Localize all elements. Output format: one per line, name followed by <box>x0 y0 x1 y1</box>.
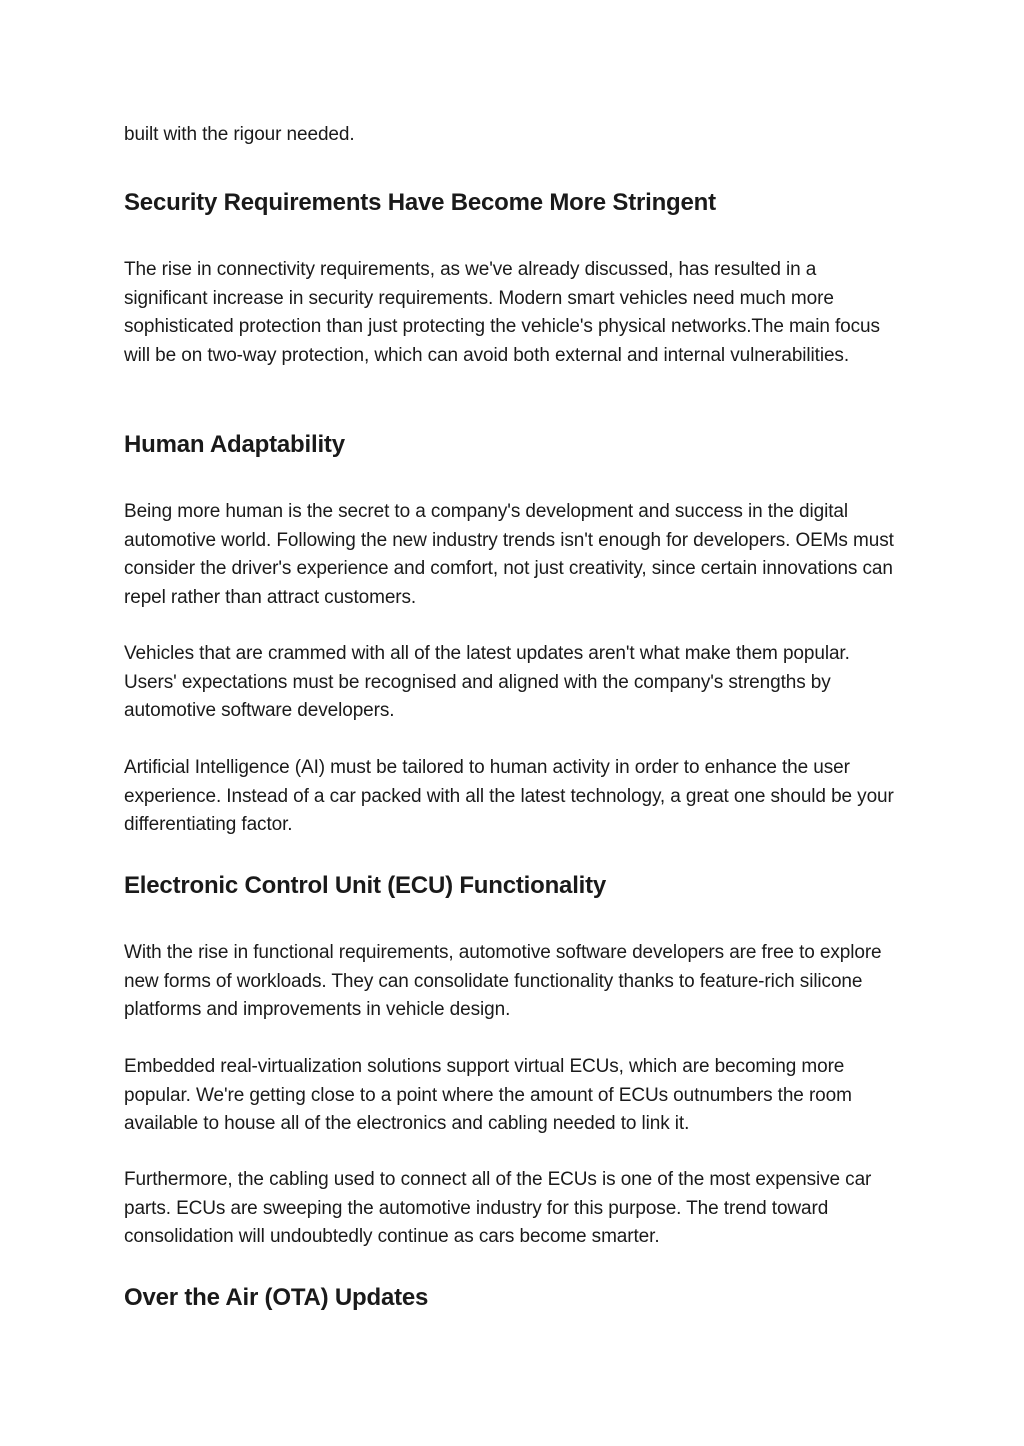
ecu-paragraph-1: With the rise in functional requirements, automotive software developers are free to explore new forms of workloads. They can consolidate functionality thanks to feature-rich silicone platforms and improvements in vehicle design. <box>124 942 882 1020</box>
section-heading-security: Security Requirements Have Become More Stringent <box>124 189 716 216</box>
section-heading-human-adaptability: Human Adaptability <box>124 431 345 458</box>
human-adaptability-paragraph-2: Vehicles that are crammed with all of the latest updates aren't what make them popular. Users' expectations must be recognised and aligned with the company's strengths by automotive software developers. <box>124 643 850 721</box>
intro-paragraph-tail: built with the rigour needed. <box>124 124 355 145</box>
ecu-paragraph-2: Embedded real-virtualization solutions support virtual ECUs, which are becoming more popular. We're getting close to a point where the amount of ECUs outnumbers the room available to house all of the electronics and cabling needed to link it. <box>124 1056 852 1134</box>
human-adaptability-paragraph-3: Artificial Intelligence (AI) must be tailored to human activity in order to enhance the user experience. Instead of a car packed with all the latest technology, a great one should be your differentiating factor. <box>124 757 894 835</box>
security-paragraph: The rise in connectivity requirements, as we've already discussed, has resulted in a significant increase in security requirements. Modern smart vehicles need much more sophisticated protection than just protecting the vehicle's physical networks.The main focus will be on two-way protection, which can avoid both external and internal vulnerabilities. <box>124 259 880 366</box>
section-heading-ecu: Electronic Control Unit (ECU) Functionality <box>124 872 607 899</box>
section-heading-ota: Over the Air (OTA) Updates <box>124 1284 429 1311</box>
human-adaptability-paragraph-1: Being more human is the secret to a company's development and success in the digital automotive world. Following the new industry trends isn't enough for developers. OEMs must consider the driver's experience and comfort, not just creativity, since certain innovations can repel rather than attract customers. <box>124 501 894 608</box>
ecu-paragraph-3: Furthermore, the cabling used to connect all of the ECUs is one of the most expensive car parts. ECUs are sweeping the automotive industry for this purpose. The trend toward consolidation will undoubtedly continue as cars become smarter. <box>124 1169 872 1247</box>
